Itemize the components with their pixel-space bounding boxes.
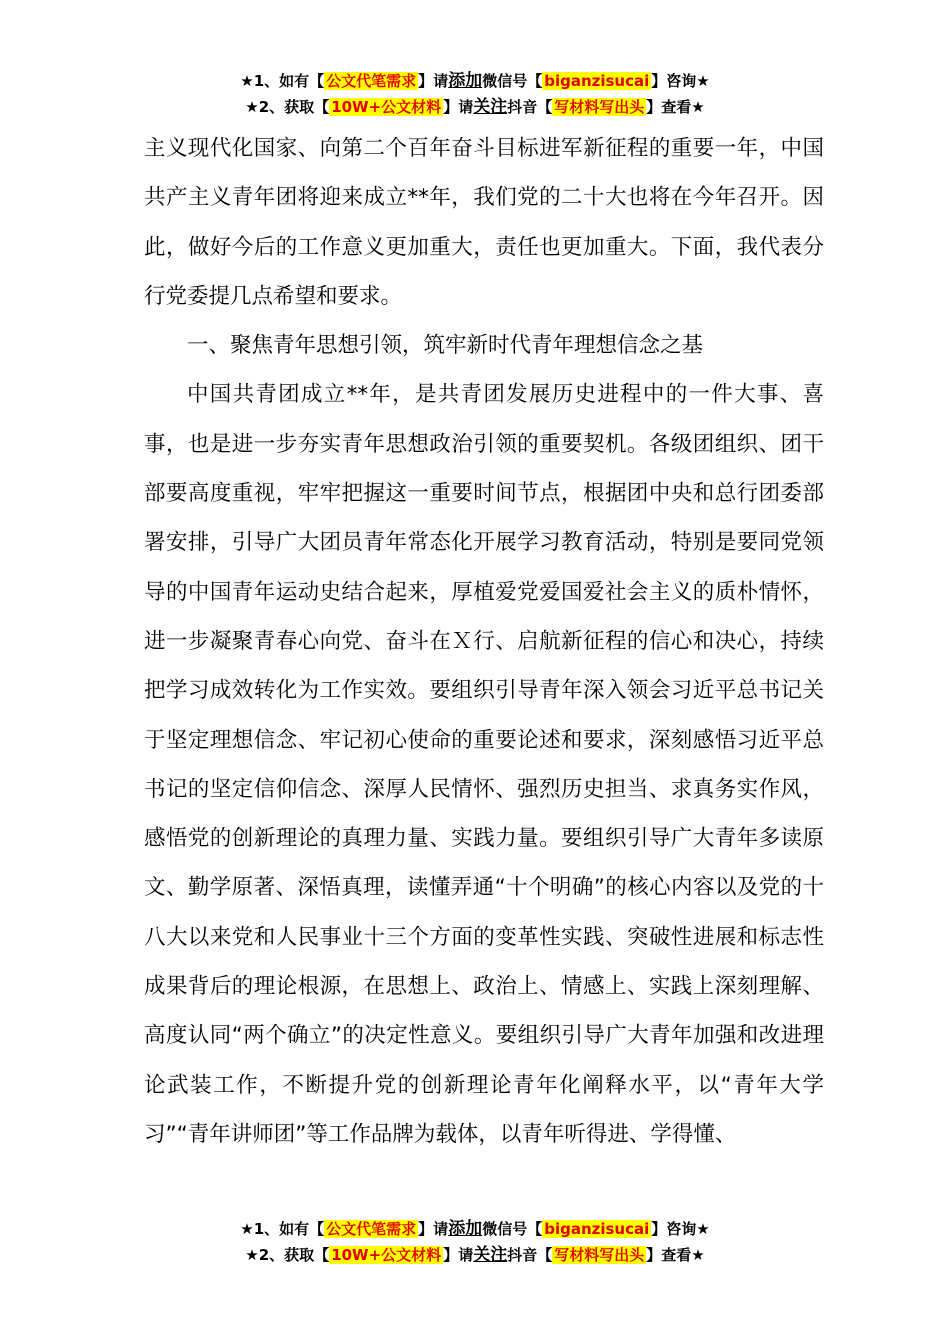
banner-text: 】请 <box>418 72 449 90</box>
document-body <box>144 124 824 1159</box>
footer-banner <box>0 1216 950 1268</box>
banner-line-2 <box>0 1242 950 1268</box>
paragraph-intro: 主义现代化国家、向第二个百年奋斗目标进军新征程的重要一年，中国共产主义青年团将迎来成立**年，我们党的二十大也将在今年召开。因此，做好今后的工作意义更加重大，责任也更加重大。下面，我代表分行党委提几点希望和要求。 <box>144 136 824 309</box>
banner-text: 微信号【 <box>482 1220 543 1238</box>
section-heading: 一、聚焦青年思想引领，筑牢新时代青年理想信念之基 <box>187 333 704 359</box>
banner-text: 】查看★ <box>646 1246 705 1264</box>
banner-text: 】咨询★ <box>651 72 710 90</box>
banner-line-1 <box>0 68 950 94</box>
banner-text: ★1、如有【 <box>240 72 325 90</box>
banner-text: 抖音【 <box>507 98 553 116</box>
banner-text: ★1、如有【 <box>240 1220 325 1238</box>
banner-text: 微信号【 <box>482 72 543 90</box>
banner-text: 】查看★ <box>646 98 705 116</box>
header-banner <box>0 68 950 120</box>
banner-highlight: 写材料写出头 <box>554 1246 645 1264</box>
banner-highlight: 写材料写出头 <box>554 98 645 116</box>
banner-text: 】请 <box>443 1246 474 1264</box>
banner-highlight: 10W+公文材料 <box>331 1246 442 1264</box>
banner-text: 】咨询★ <box>651 1220 710 1238</box>
banner-text: 抖音【 <box>507 1246 553 1264</box>
banner-line-2 <box>0 94 950 120</box>
banner-highlight: biganzisucai <box>544 72 650 90</box>
banner-underlined: 关注 <box>473 97 508 117</box>
banner-highlight: biganzisucai <box>544 1220 650 1238</box>
banner-highlight: 10W+公文材料 <box>331 98 442 116</box>
banner-line-1 <box>0 1216 950 1242</box>
banner-text: ★2、获取【 <box>245 1246 330 1264</box>
banner-text: 】请 <box>418 1220 449 1238</box>
banner-underlined: 关注 <box>473 1245 508 1265</box>
banner-text: 】请 <box>443 98 474 116</box>
banner-highlight: 公文代笔需求 <box>326 72 417 90</box>
paragraph-section-1: 中国共青团成立**年，是共青团发展历史进程中的一件大事、喜事，也是进一步夯实青年思想政治引领的重要契机。各级团组织、团干部要高度重视，牢牢把握这一重要时间节点，根据团中央和总行团委部署安排，引导广大团员青年常态化开展学习教育活动，特别是要同党领导的中国青年运动史结合起来，厚植爱党爱国爱社会主义的质朴情怀，进一步凝聚青春心向党、奋斗在Ｘ行、启航新征程的信心和决心，持续把学习成效转化为工作实效。要组织引导青年深入领会习近平总书记关于坚定理想信念、牢记初心使命的重要论述和要求，深刻感悟习近平总书记的坚定信仰信念、深厚人民情怀、强烈历史担当、求真务实作风，感悟党的创新理论的真理力量、实践力量。要组织引导广大青年多读原文、勤学原著、深悟真理，读懂弄通“十个明确”的核心内容以及党的十八大以来党和人民事业十三个方面的变革性实践、突破性进展和标志性成果背后的理论根源，在思想上、政治上、情感上、实践上深刻理解、高度认同“两个确立”的决定性意义。要组织引导广大青年加强和改进理论武装工作，不断提升党的创新理论青年化阐释水平，以“青年大学习”“青年讲师团”等工作品牌为载体，以青年听得进、学得懂、 <box>144 382 824 1147</box>
banner-highlight: 公文代笔需求 <box>326 1220 417 1238</box>
banner-text: ★2、获取【 <box>245 98 330 116</box>
banner-underlined: 添加 <box>448 71 483 91</box>
banner-underlined: 添加 <box>448 1219 483 1239</box>
